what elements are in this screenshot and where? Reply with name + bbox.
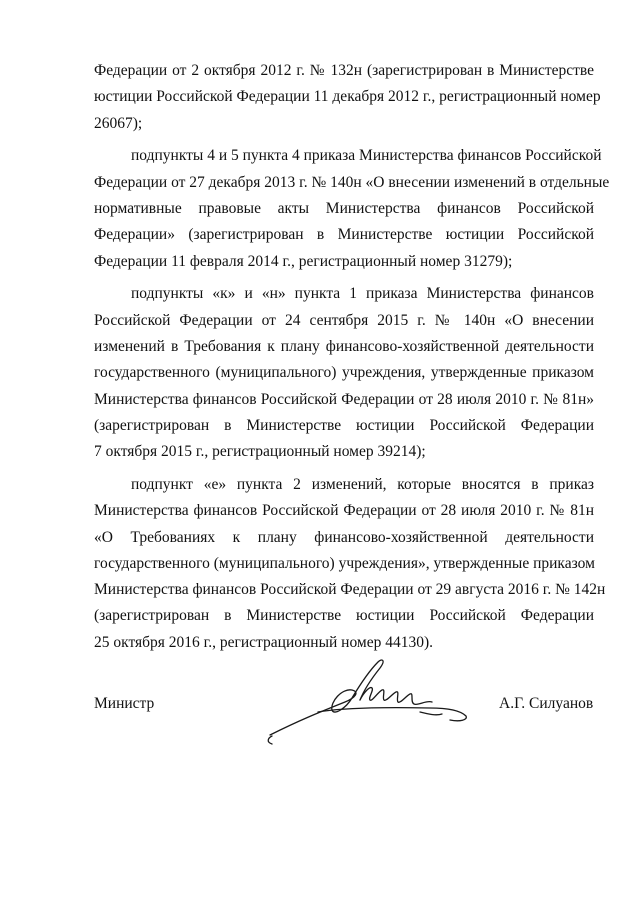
text-line: Министерства финансов Российской Федерации от 29 августа 2016 г. № 142н [94, 581, 606, 599]
text-line: подпункт «е» пункта 2 изменений, которые вносятся в приказ [131, 475, 594, 493]
text-line: подпункты 4 и 5 пункта 4 приказа Министерства финансов Российской [131, 147, 602, 165]
text-line: Министерства финансов Российской Федерации от 28 июля 2010 г. № 81н» [94, 390, 594, 408]
text-line: (зарегистрирован в Министерстве юстиции Российской Федерации [94, 416, 594, 434]
text-line: Федерации 11 февраля 2014 г., регистрационный номер 31279); [94, 252, 513, 270]
signatory-title: Министр [94, 695, 155, 712]
text-line: «О Требованиях к плану финансово-хозяйственной деятельности [94, 528, 594, 546]
signatory-name: А.Г. Силуанов [499, 695, 594, 712]
text-line: юстиции Российской Федерации 11 декабря 2012 г., регистрационный номер [94, 88, 601, 106]
text-line: Федерации» (зарегистрирован в Министерстве юстиции Российской [94, 226, 594, 244]
text-line: 7 октября 2015 г., регистрационный номер 39214); [94, 443, 426, 461]
text-line: 26067); [94, 114, 143, 132]
text-line: Министерства финансов Российской Федерации от 28 июля 2010 г. № 81н [94, 502, 594, 520]
text-line: (зарегистрирован в Министерстве юстиции Российской Федерации [94, 607, 594, 625]
text-line: Федерации от 2 октября 2012 г. № 132н (зарегистрирован в Министерстве [94, 62, 594, 79]
text-line: нормативные правовые акты Министерства финансов Российской [94, 199, 594, 217]
text-line: государственного (муниципального) учреждения», утвержденные приказом [94, 554, 595, 572]
text-line: подпункты «к» и «н» пункта 1 приказа Министерства финансов [131, 285, 594, 303]
text-line: 25 октября 2016 г., регистрационный номер 44130). [94, 633, 434, 651]
document-body [94, 58, 610, 656]
handwritten-signature [260, 650, 480, 750]
text-line: Федерации от 27 декабря 2013 г. № 140н «О внесении изменений в отдельные [94, 173, 610, 191]
text-line: изменений в Требования к плану финансово-хозяйственной деятельности [94, 337, 594, 355]
text-line: государственного (муниципального) учреждения, утвержденные приказом [94, 364, 594, 382]
text-line: Российской Федерации от 24 сентября 2015 г. № 140н «О внесении [94, 311, 594, 329]
